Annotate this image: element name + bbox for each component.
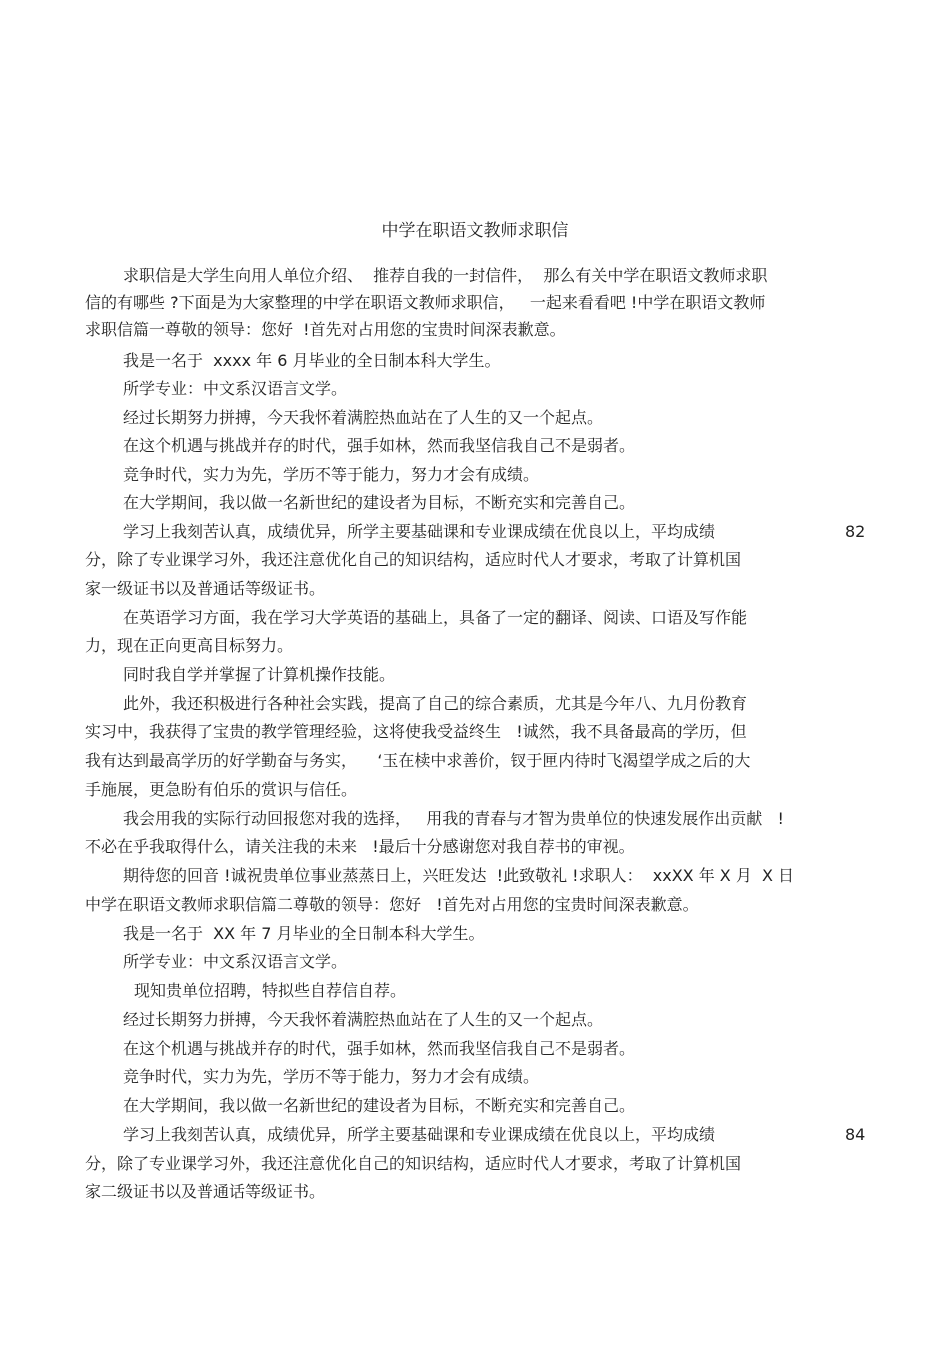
text-line: 在这个机遇与挑战并存的时代，强手如林，然而我坚信我自己不是弱者。: [123, 436, 636, 455]
text-line: 求职信是大学生向用人单位介绍、 推荐自我的一封信件， 那么有关中学在职语文教师求职: [123, 266, 768, 285]
text-line: 经过长期努力拼搏，今天我怀着满腔热血站在了人生的又一个起点。: [123, 1010, 604, 1029]
text-line: 同时我自学并掌握了计算机操作技能。: [123, 665, 396, 684]
text-line: 所学专业：中文系汉语言文学。: [123, 379, 348, 398]
score-value: 84: [845, 1125, 866, 1144]
text-line: 现知贵单位招聘，特拟些自荐信自荐。: [134, 981, 407, 1000]
text-line: 经过长期努力拼搏，今天我怀着满腔热血站在了人生的又一个起点。: [123, 408, 604, 427]
text-line: 家一级证书以及普通话等级证书。: [85, 579, 326, 598]
text-line: 不必在乎我取得什么，请关注我的未来 !最后十分感谢您对我自荐书的审视。: [85, 837, 635, 856]
text-line: 我是一名于 xxxx 年 6 月毕业的全日制本科大学生。: [123, 351, 501, 370]
text-line: 中学在职语文教师求职信篇二尊敬的领导：您好 !首先对占用您的宝贵时间深表歉意。: [85, 895, 699, 914]
text-line: 此外，我还积极进行各种社会实践，提高了自己的综合素质，尤其是今年八、九月份教育: [123, 694, 748, 713]
text-line: 我会用我的实际行动回报您对我的选择， 用我的青春与才智为贵单位的快速发展作出贡献 !: [123, 809, 784, 828]
text-line: 学习上我刻苦认真，成绩优异，所学主要基础课和专业课成绩在优良以上，平均成绩: [123, 522, 716, 541]
text-line: 力，现在正向更高目标努力。: [85, 636, 294, 655]
text-line: 所学专业：中文系汉语言文学。: [123, 952, 348, 971]
text-line: 在大学期间，我以做一名新世纪的建设者为目标，不断充实和完善自己。: [123, 1096, 636, 1115]
text-line: 求职信篇一尊敬的领导：您好 !首先对占用您的宝贵时间深表歉意。: [85, 320, 566, 339]
text-line: 手施展，更急盼有伯乐的赏识与信任。: [85, 780, 358, 799]
text-line: 实习中，我获得了宝贵的教学管理经验，这将使我受益终生 !诚然，我不具备最高的学历，但: [85, 722, 747, 741]
text-line: 在大学期间，我以做一名新世纪的建设者为目标，不断充实和完善自己。: [123, 493, 636, 512]
document-title: 中学在职语文教师求职信: [381, 221, 569, 241]
text-line: 期待您的回音 !诚祝贵单位事业蒸蒸日上，兴旺发达 !此致敬礼 !求职人： xxXX 年 X 月 X 日: [123, 866, 795, 885]
text-line: 信的有哪些 ?下面是为大家整理的中学在职语文教师求职信， 一起来看看吧 !中学在职语文教师: [85, 293, 766, 312]
score-value: 82: [845, 522, 866, 541]
text-line: 分，除了专业课学习外，我还注意优化自己的知识结构，适应时代人才要求，考取了计算机国: [85, 1154, 742, 1173]
text-line: 我有达到最高学历的好学勤奋与务实， ‘玉在椟中求善价，钗于匣内待时飞渴望学成之后的大: [85, 751, 751, 770]
text-line: 分，除了专业课学习外，我还注意优化自己的知识结构，适应时代人才要求，考取了计算机国: [85, 550, 742, 569]
text-line: 家二级证书以及普通话等级证书。: [85, 1182, 326, 1201]
text-line: 在这个机遇与挑战并存的时代，强手如林，然而我坚信我自己不是弱者。: [123, 1039, 636, 1058]
text-line: 学习上我刻苦认真，成绩优异，所学主要基础课和专业课成绩在优良以上，平均成绩: [123, 1125, 716, 1144]
text-line: 竞争时代，实力为先，学历不等于能力，努力才会有成绩。: [123, 1067, 540, 1086]
text-line: 竞争时代，实力为先，学历不等于能力，努力才会有成绩。: [123, 465, 540, 484]
text-line: 我是一名于 XX 年 7 月毕业的全日制本科大学生。: [123, 924, 485, 943]
text-line: 在英语学习方面，我在学习大学英语的基础上，具备了一定的翻译、阅读、口语及写作能: [123, 608, 748, 627]
